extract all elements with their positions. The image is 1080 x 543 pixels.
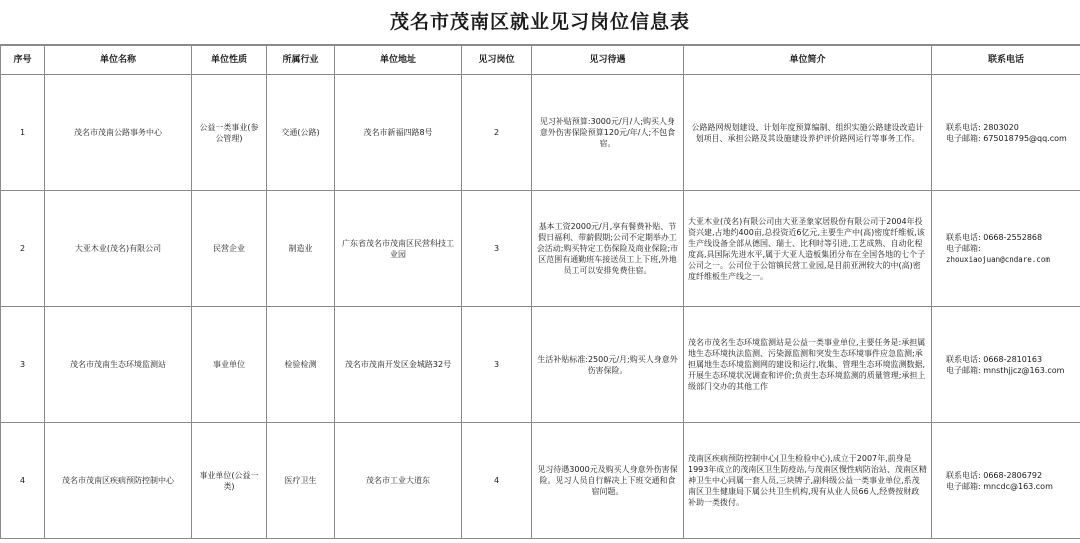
header-index: 序号 xyxy=(1,46,45,75)
contact-phone: 联系电话: 2803020 xyxy=(946,122,1019,132)
cell-index: 2 xyxy=(1,191,45,307)
header-intro: 单位简介 xyxy=(684,46,932,75)
cell-address: 茂名市工业大道东 xyxy=(335,423,462,539)
cell-unit-nature: 民营企业 xyxy=(192,191,267,307)
cell-contact xyxy=(932,423,1080,539)
contact-phone: 联系电话: 0668-2810163 xyxy=(946,354,1043,364)
cell-index: 4 xyxy=(1,423,45,539)
contact-email: 电子邮箱: mnsthjjcz@163.com xyxy=(946,365,1065,375)
header-positions: 见习岗位 xyxy=(462,46,532,75)
cell-address: 茂名市茂南开发区金城路32号 xyxy=(335,307,462,423)
contact-phone: 联系电话: 0668-2552868 xyxy=(946,233,1043,242)
cell-benefits: 见习待遇3000元及购买人身意外伤害保险。见习人员自行解决上下班交通和食宿问题。 xyxy=(532,423,684,539)
contact-email: 电子邮箱: 675018795@qq.com xyxy=(946,133,1067,143)
cell-industry: 检验检测 xyxy=(267,307,335,423)
cell-benefits: 见习补贴预算:3000元/月/人;购买人身意外伤害保险预算120元/年/人;不包食宿。 xyxy=(532,75,684,191)
cell-industry: 制造业 xyxy=(267,191,335,307)
contact-phone: 联系电话: 0668-2806792 xyxy=(946,470,1043,480)
table-row xyxy=(1,75,1080,191)
contact-email-address: zhouxiaojuan@cndare.com xyxy=(946,255,1050,264)
cell-intro: 公路路网规划建设、计划年度预算编制、组织实施公路建设改造计划项目、承担公路及其设施建设养护评价路网运行等事务工作。 xyxy=(684,75,932,191)
cell-address: 广东省茂名市茂南区民营科技工业园 xyxy=(335,191,462,307)
header-phone: 联系电话 xyxy=(932,46,1080,75)
cell-industry: 医疗卫生 xyxy=(267,423,335,539)
cell-contact xyxy=(932,191,1080,307)
header-row xyxy=(1,46,1080,75)
cell-unit-name: 茂名市茂南区疾病预防控制中心 xyxy=(45,423,192,539)
cell-unit-nature: 公益一类事业(参公管理) xyxy=(192,75,267,191)
table-row xyxy=(1,307,1080,423)
cell-positions: 3 xyxy=(462,307,532,423)
header-industry: 所属行业 xyxy=(267,46,335,75)
cell-intro: 茂南区疾病预防控制中心(卫生检验中心),成立于2007年,前身是1993年成立的茂南区卫生防疫站,与茂南区慢性病防治站、茂南区精神卫生中心同属一套人员,三块牌子,副科级公益一类事业单位,系茂南区卫生健康局下属公共卫生机构,现有从业人员66人,经费按财政补助一类拨付。 xyxy=(684,423,932,539)
cell-address: 茂名市新福四路8号 xyxy=(335,75,462,191)
contact-email: 电子邮箱: mncdc@163.com xyxy=(946,481,1053,491)
cell-index: 1 xyxy=(1,75,45,191)
cell-unit-name: 茂名市茂南公路事务中心 xyxy=(45,75,192,191)
cell-intro: 大亚木业(茂名)有限公司由大亚圣象家居股份有限公司于2004年投资兴建,占地约400亩,总投资近6亿元,主要生产中(高)密度纤维板,该生产线设备全部从德国、瑞士、比利时等引进,工艺成熟、自动化程度高,具国际先进水平,属于大亚人造板集团分布在全国各地的七个子公司之一。公司位于公馆镇民营工业园,是目前亚洲较大的中(高)密度纤维板生产线之一。 xyxy=(684,191,932,307)
cell-index: 3 xyxy=(1,307,45,423)
contact-email: 电子邮箱: xyxy=(946,244,981,253)
cell-unit-name: 大亚木业(茂名)有限公司 xyxy=(45,191,192,307)
cell-benefits: 生活补贴标准:2500元/月;购买人身意外伤害保险。 xyxy=(532,307,684,423)
table-row xyxy=(1,423,1080,539)
cell-positions: 2 xyxy=(462,75,532,191)
cell-intro: 茂名市茂名生态环境监测站是公益一类事业单位,主要任务是:承担属地生态环境执法监测、污染源监测和突发生态环境事件应急监测;承担属地生态环境监测网的建设和运行,收集、管理生态环境监测数据,开展生态环境状况调查和评价;负责生态环境监测的质量管理;承担上级部门交办的其他工作 xyxy=(684,307,932,423)
cell-positions: 4 xyxy=(462,423,532,539)
header-address: 单位地址 xyxy=(335,46,462,75)
cell-benefits: 基本工资2000元/月,享有餐费补贴、节假日福利、带薪假期;公司不定期举办工会活动;购买特定工伤保险及商业保险;市区范围有通勤班车接送员工上下班,外地员工可以安排免费住宿。 xyxy=(532,191,684,307)
cell-unit-nature: 事业单位(公益一类) xyxy=(192,423,267,539)
table-row xyxy=(1,191,1080,307)
cell-contact xyxy=(932,307,1080,423)
sheet-title: 茂名市茂南区就业见习岗位信息表 xyxy=(0,0,1080,45)
cell-unit-nature: 事业单位 xyxy=(192,307,267,423)
cell-industry: 交通(公路) xyxy=(267,75,335,191)
cell-positions: 3 xyxy=(462,191,532,307)
positions-table xyxy=(0,45,1080,539)
header-unit-name: 单位名称 xyxy=(45,46,192,75)
cell-contact xyxy=(932,75,1080,191)
header-benefits: 见习待遇 xyxy=(532,46,684,75)
cell-unit-name: 茂名市茂南生态环境监测站 xyxy=(45,307,192,423)
header-unit-nature: 单位性质 xyxy=(192,46,267,75)
